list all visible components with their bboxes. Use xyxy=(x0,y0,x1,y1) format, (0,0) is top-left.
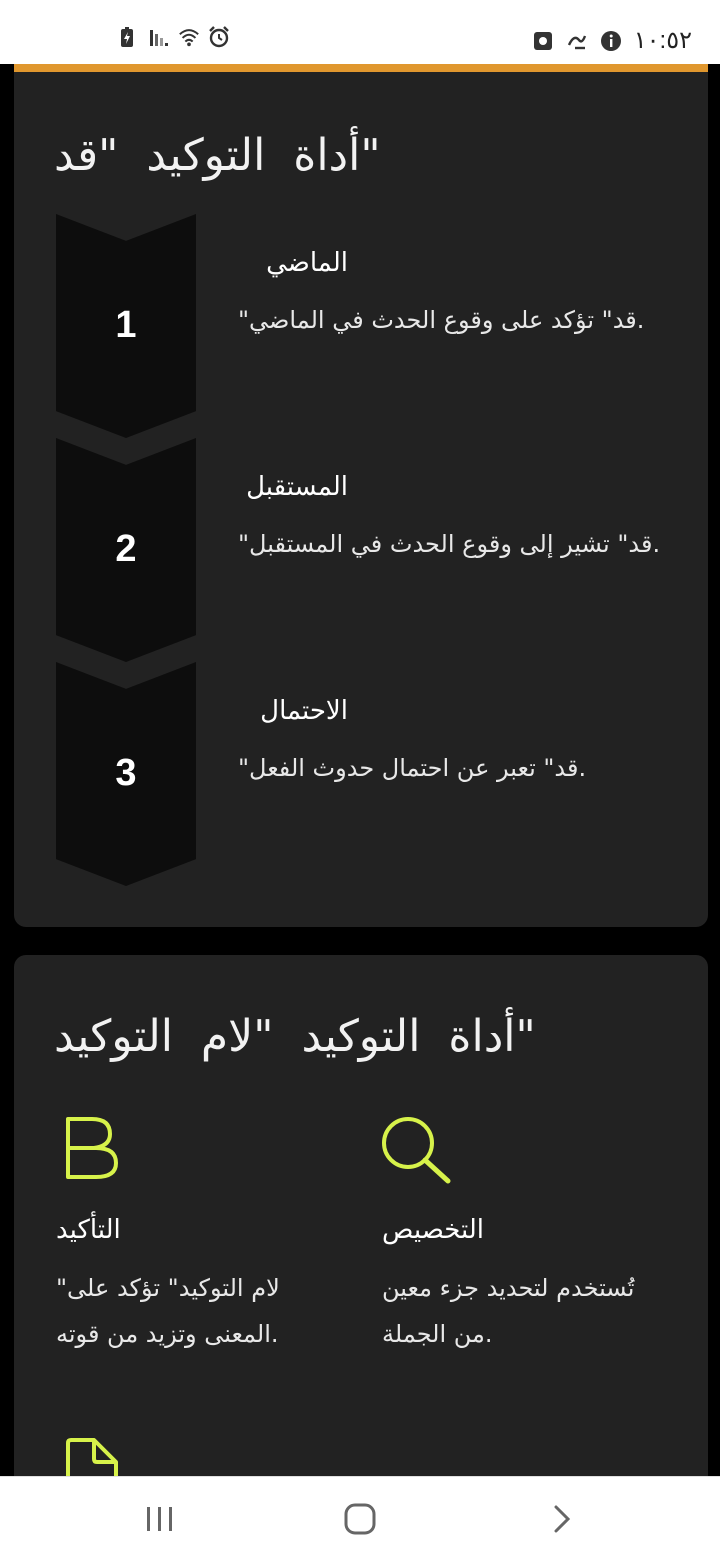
feature-description-2-line2: من الجملة. xyxy=(382,1320,493,1348)
alarm-icon xyxy=(208,26,230,48)
info-icon xyxy=(600,30,622,52)
step-heading-1: الماضي xyxy=(266,248,348,278)
wifi-icon xyxy=(178,26,200,48)
step-number-2: 2 xyxy=(115,528,137,570)
feature-description-2-line1: تُستخدم لتحديد جزء معين xyxy=(382,1274,635,1302)
signal-icon xyxy=(148,26,170,48)
feature-description-1-line1: "لام التوكيد" تؤكد على xyxy=(56,1274,280,1302)
accent-bar xyxy=(14,64,708,72)
step-number-3: 3 xyxy=(115,752,137,794)
status-time: ١٠:٥٢ xyxy=(633,27,692,54)
home-icon[interactable] xyxy=(342,1501,378,1537)
status-left-icons xyxy=(118,26,230,48)
app-notification-icon xyxy=(566,30,588,52)
back-icon[interactable] xyxy=(548,1501,576,1537)
search-icon xyxy=(380,1115,454,1185)
feature-heading-2: التخصيص xyxy=(382,1215,485,1245)
status-right xyxy=(532,26,692,55)
step-heading-2: المستقبل xyxy=(246,472,348,502)
battery-charging-icon xyxy=(118,26,140,48)
step-heading-3: الاحتمال xyxy=(260,696,348,726)
screen-record-icon xyxy=(532,30,554,52)
card2-title: "أداة التوكيد "لام التوكيد xyxy=(54,1011,536,1062)
feature-heading-1: التأكيد xyxy=(56,1215,121,1245)
step-description-2: "قد" تشير إلى وقوع الحدث في المستقبل. xyxy=(238,530,661,558)
card1-title: "أداة التوكيد "قد xyxy=(54,130,381,181)
bold-b-icon xyxy=(62,1115,122,1181)
card-lam xyxy=(14,955,708,1515)
recent-apps-icon[interactable] xyxy=(144,1501,176,1537)
system-nav-bar xyxy=(0,1476,720,1561)
step-description-1: "قد" تؤكد على وقوع الحدث في الماضي. xyxy=(238,306,645,334)
feature-description-1-line2: المعنى وتزيد من قوته. xyxy=(56,1320,279,1348)
status-bar xyxy=(0,0,720,64)
card-qad xyxy=(14,64,708,927)
step-number-1: 1 xyxy=(115,304,137,346)
step-description-3: "قد" تعبر عن احتمال حدوث الفعل. xyxy=(238,754,587,782)
